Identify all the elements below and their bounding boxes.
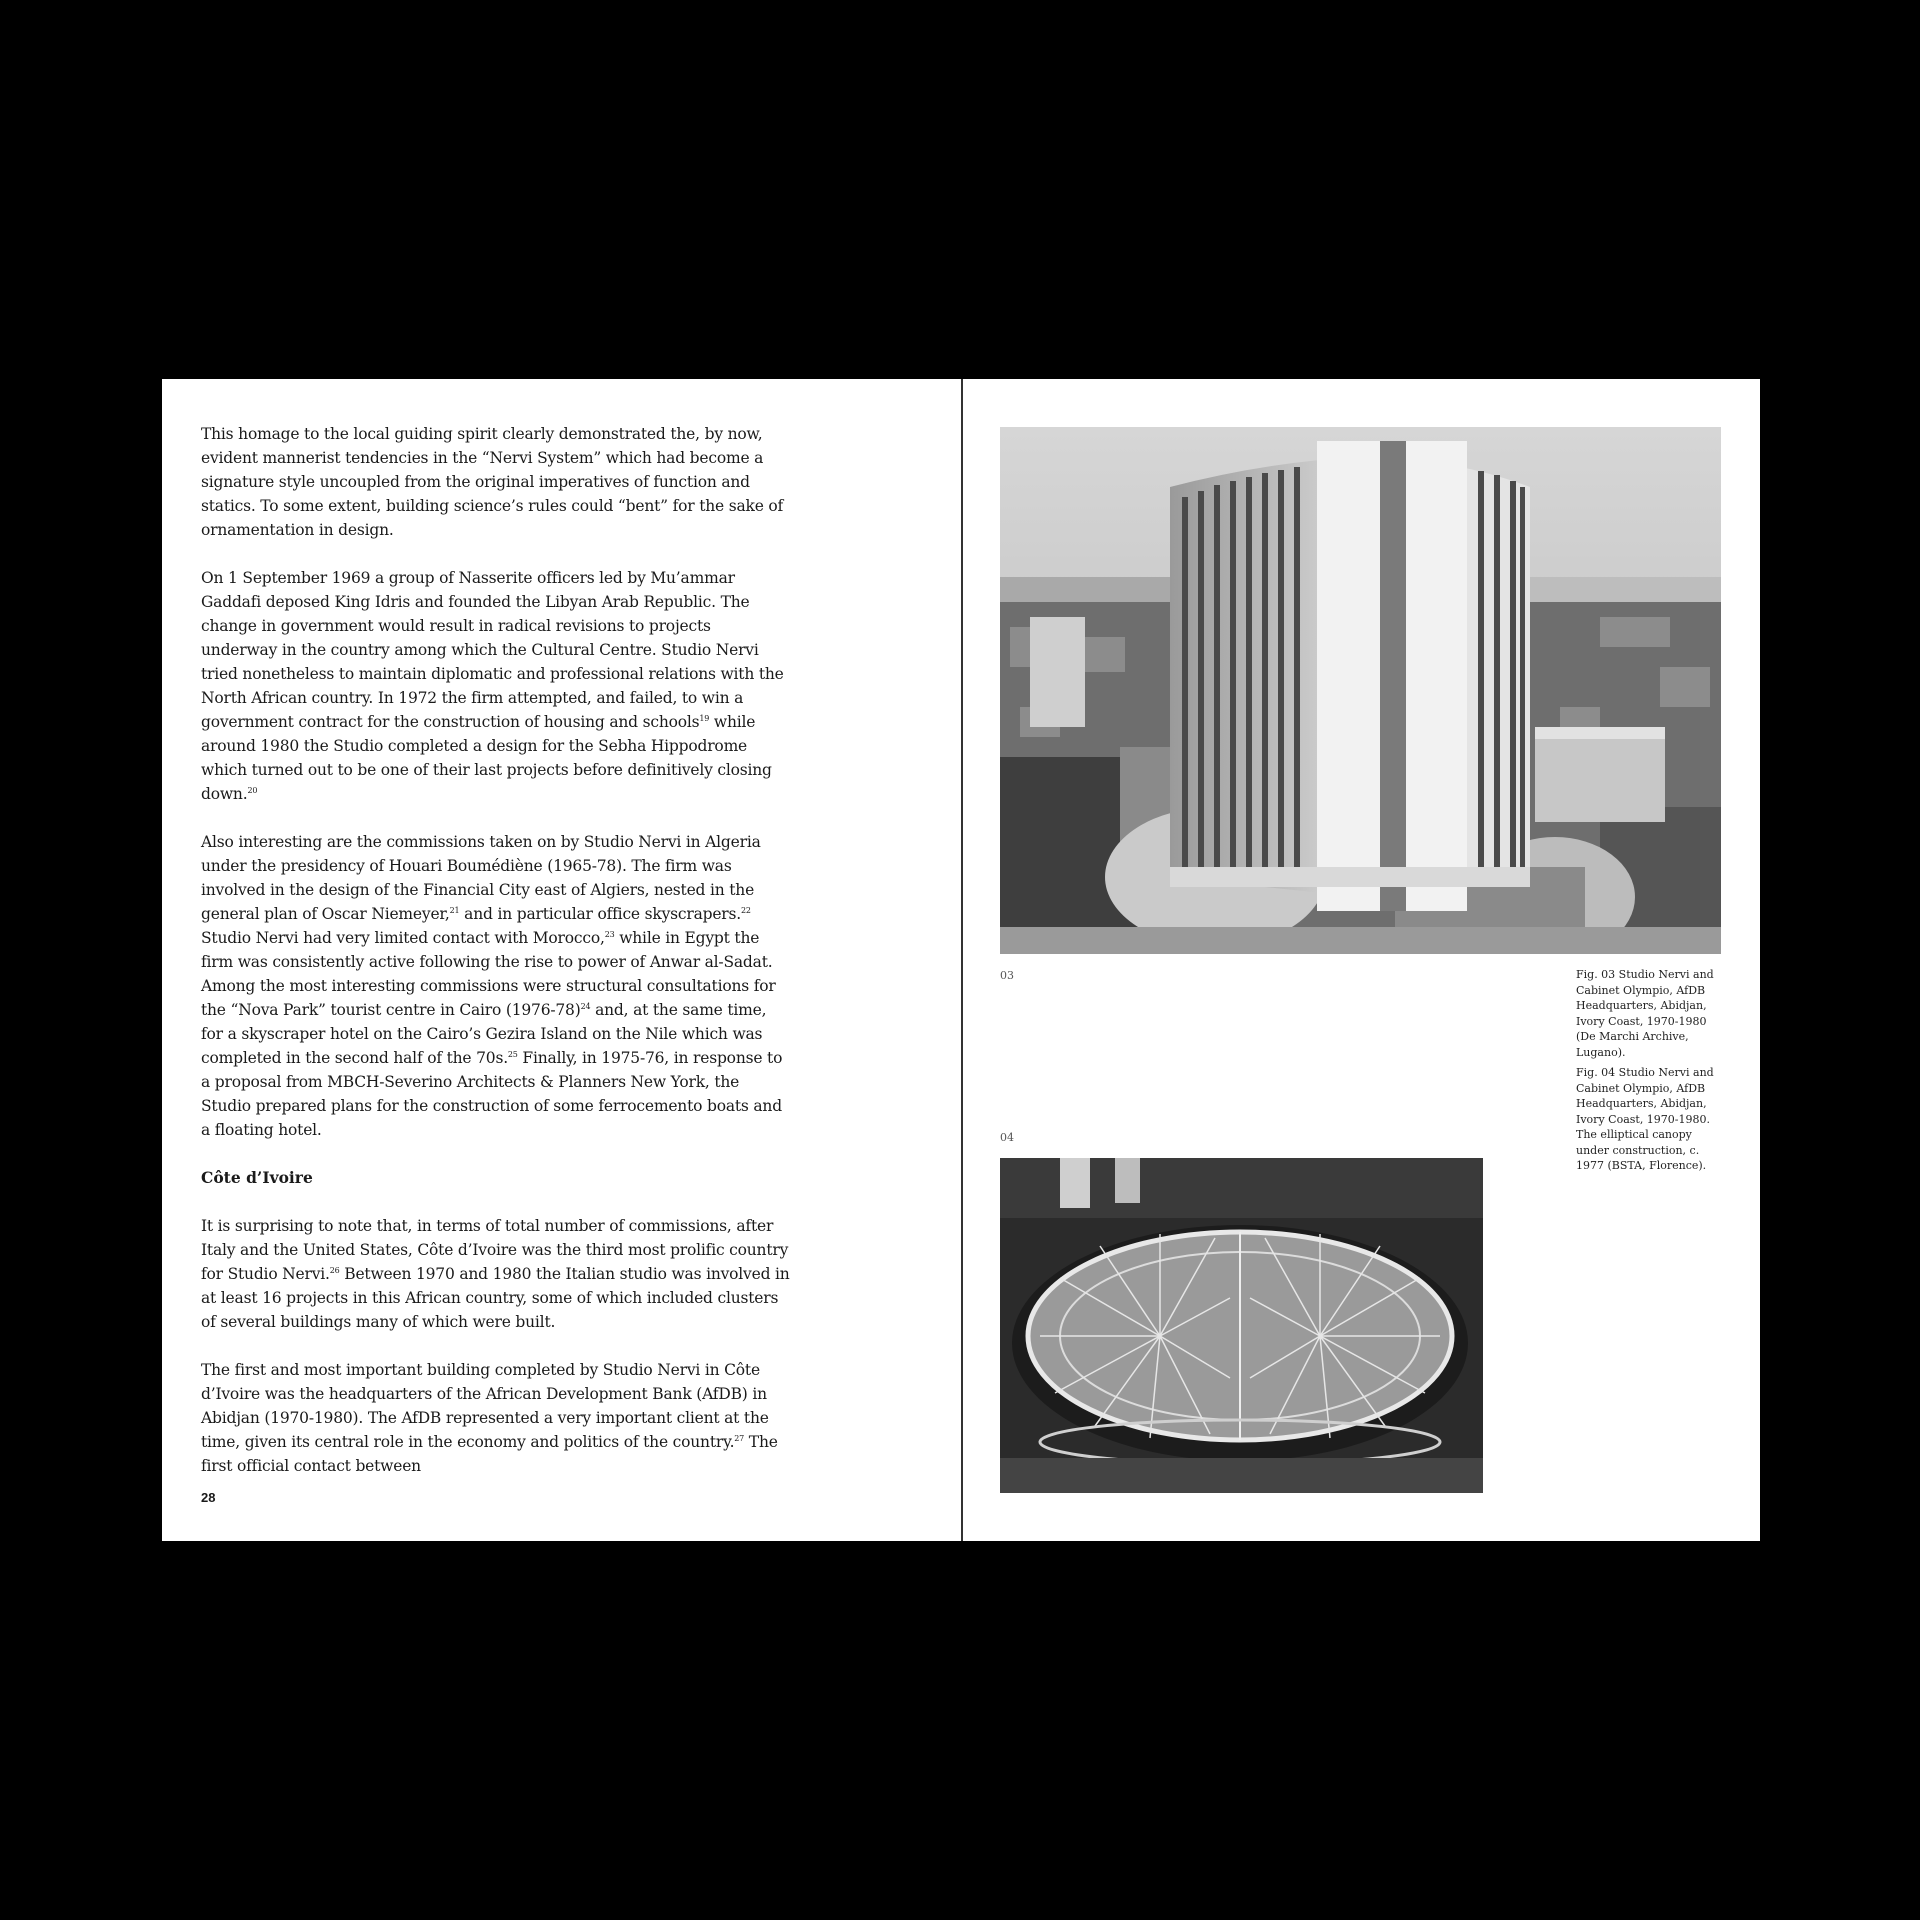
paragraph: On 1 September 1969 a group of Nasserite officers led by Mu’ammar Gaddafi deposed King Idris and founded the Libyan Arab Republic. The change in government would result in radical revisions to projects underway in the country among which the Cultural Centre. Studio Nervi tried nonetheless to maintain diplomatic and professional relations with the North African country. In 1972 the firm attempted, and failed, to win a government contract for the construction of housing and schools$^{19}$ while around 1980 the Studio completed a design for the Sebha Hippodrome which turned out to be one of their last projects before definitively closing down.$^{20}$	[201, 569, 784, 803]
footnote-marker: 21	[449, 906, 460, 915]
footnote-marker: 25	[507, 1050, 518, 1059]
book-spread	[162, 379, 1760, 1541]
paragraph: This homage to the local guiding spirit clearly demonstrated the, by now, evident mannerist tendencies in the “Nervi System” which had become a signature style uncoupled from the original imperatives of function and statics. To some extent, building science’s rules could “bent” for the sake of ornamentation in design.	[201, 425, 784, 539]
figure-04-number: 04	[1000, 1131, 1014, 1144]
footnote-marker: 20	[247, 786, 258, 795]
page-number: 28	[201, 1490, 216, 1505]
section-heading: Côte d’Ivoire	[201, 1168, 313, 1187]
elliptical-canopy-photo	[1000, 1158, 1483, 1493]
body-text-column	[201, 422, 791, 1502]
footnote-marker: 22	[741, 906, 751, 915]
footnote-marker: 19	[699, 714, 710, 723]
footnote-marker: 24	[580, 1002, 591, 1011]
figure-captions	[1576, 967, 1728, 1179]
caption-fig-04: Fig. 04 Studio Nervi and Cabinet Olympio, AfDB Headquarters, Abidjan, Ivory Coast, 1970-1980. The elliptical canopy under construction, c. 1977 (BSTA, Florence).	[1576, 1066, 1714, 1172]
paragraph: Also interesting are the commissions taken on by Studio Nervi in Algeria under the presidency of Houari Boumédiène (1965-78). The firm was involved in the design of the Financial City east of Algiers, nested in the general plan of Oscar Niemeyer,$^{21}$ and in particular office skyscrapers.$^{22}$ Studio Nervi had very limited contact with Morocco,$^{23}$ while in Egypt the firm was consistently active following the rise to power of Anwar al-Sadat. Among the most interesting commissions were structural consultations for the “Nova Park” tourist centre in Cairo (1976-78)$^{24}$ and, at the same time, for a skyscraper hotel on the Cairo’s Gezira Island on the Nile which was completed in the second half of the 70s.$^{25}$ Finally, in 1975-76, in response to a proposal from MBCH-Severino Architects & Planners New York, the Studio prepared plans for the construction of some ferrocemento boats and a floating hotel.	[201, 833, 783, 1139]
paragraph: The first and most important building completed by Studio Nervi in Côte d’Ivoire was the headquarters of the African Development Bank (AfDB) in Abidjan (1970-1980). The AfDB represented a very important client at the time, given its central role in the economy and politics of the country.$^{27}$ The first official contact between	[201, 1361, 778, 1475]
footnote-marker: 26	[329, 1266, 340, 1275]
right-page	[963, 379, 1760, 1541]
caption-fig-03: Fig. 03 Studio Nervi and Cabinet Olympio, AfDB Headquarters, Abidjan, Ivory Coast, 1970-1980 (De Marchi Archive, Lugano).	[1576, 968, 1714, 1059]
figure-03-number: 03	[1000, 969, 1014, 982]
afdb-tower-photo	[1000, 427, 1721, 954]
footnote-marker: 27	[734, 1434, 745, 1443]
paragraph: It is surprising to note that, in terms of total number of commissions, after Italy and the United States, Côte d’Ivoire was the third most prolific country for Studio Nervi.$^{26}$ Between 1970 and 1980 the Italian studio was involved in at least 16 projects in this African country, some of which included clusters of several buildings many of which were built.	[201, 1217, 790, 1331]
footnote-marker: 23	[604, 930, 615, 939]
left-page	[162, 379, 961, 1541]
